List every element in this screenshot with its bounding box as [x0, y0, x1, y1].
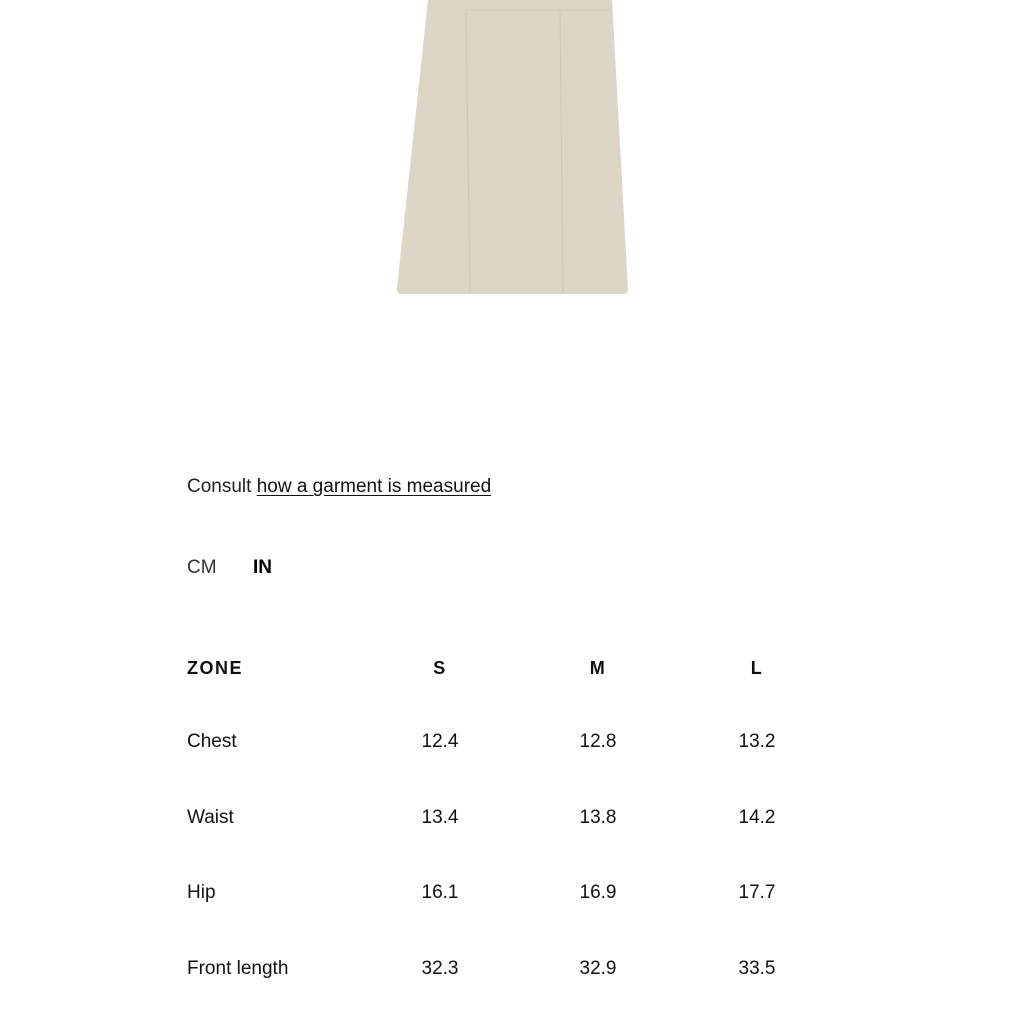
measure-guide-text	[187, 476, 491, 498]
value-cell: 33.5	[738, 958, 776, 979]
unit-in-button[interactable]: IN	[253, 557, 272, 578]
value-cell: 12.4	[421, 731, 459, 752]
value-cell: 16.9	[579, 882, 617, 903]
header-zone: ZONE	[187, 658, 244, 678]
product-image-skirt	[380, 0, 650, 310]
header-size-s: S	[433, 658, 447, 678]
value-cell: 32.3	[421, 958, 459, 979]
table-row	[0, 807, 1024, 831]
value-cell: 12.8	[579, 731, 617, 752]
header-size-l: L	[750, 658, 764, 678]
size-table-header	[0, 658, 1024, 682]
header-size-m: M	[589, 658, 607, 678]
value-cell: 17.7	[738, 882, 776, 903]
table-row	[0, 731, 1024, 755]
consult-label: Consult	[187, 476, 252, 497]
value-cell: 13.4	[421, 807, 459, 828]
value-cell: 13.8	[579, 807, 617, 828]
table-row	[0, 882, 1024, 906]
zone-cell: Chest	[187, 731, 237, 752]
value-cell: 13.2	[738, 731, 776, 752]
zone-cell: Front length	[187, 958, 289, 979]
unit-cm-button[interactable]: CM	[187, 557, 217, 578]
value-cell: 16.1	[421, 882, 459, 903]
zone-cell: Waist	[187, 807, 234, 828]
value-cell: 14.2	[738, 807, 776, 828]
how-measured-link[interactable]: how a garment is measured	[256, 476, 492, 497]
table-row	[0, 958, 1024, 982]
zone-cell: Hip	[187, 882, 216, 903]
value-cell: 32.9	[579, 958, 617, 979]
